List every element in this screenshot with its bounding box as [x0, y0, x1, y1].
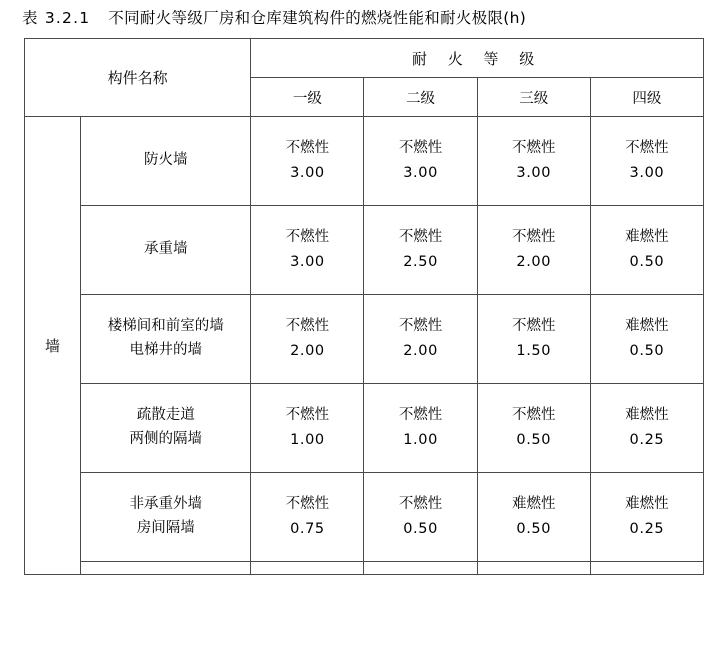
component-name-cell: [81, 473, 251, 562]
limit-text: 3.00: [403, 165, 438, 181]
material-text: 不燃性: [285, 407, 330, 424]
component-name-cell: [81, 295, 251, 384]
header-level-2: 二级: [364, 78, 477, 117]
value-cell: [477, 117, 590, 206]
value-cell: [590, 562, 703, 575]
material-text: 不燃性: [285, 229, 330, 246]
limit-text: 1.00: [290, 432, 325, 448]
table-row: [25, 384, 704, 473]
material-text: 不燃性: [398, 496, 443, 513]
limit-text: 0.50: [629, 343, 665, 359]
limit-text: 2.50: [403, 254, 438, 270]
material-text: 难燃性: [625, 407, 669, 424]
header-level-1: 一级: [251, 78, 364, 117]
value-cell: [364, 295, 477, 384]
value-cell: [477, 562, 590, 575]
material-text: 难燃性: [625, 318, 669, 335]
limit-text: 1.50: [516, 343, 552, 359]
value-cell: [590, 206, 703, 295]
material-text: 不燃性: [511, 318, 556, 335]
material-text: 难燃性: [511, 496, 556, 513]
value-cell: [251, 473, 364, 562]
limit-text: 0.50: [403, 521, 438, 537]
material-text: 不燃性: [625, 140, 669, 157]
limit-text: 2.00: [290, 343, 325, 359]
limit-text: 0.25: [629, 432, 665, 448]
component-name-line: 两侧的隔墙: [129, 431, 202, 447]
table-row: [25, 206, 704, 295]
table-caption-number: 表 3.2.1: [22, 9, 91, 27]
component-name-line: 防火墙: [143, 152, 188, 169]
material-text: 不燃性: [285, 140, 330, 157]
component-name-line: 非承重外墙: [129, 496, 202, 513]
table-row-clipped: [25, 562, 704, 575]
material-text: 不燃性: [398, 407, 443, 424]
value-cell: [477, 473, 590, 562]
table-caption-text: 不同耐火等级厂房和仓库建筑构件的燃烧性能和耐火极限(h): [108, 9, 527, 27]
component-name-cell: [81, 384, 251, 473]
component-name-line: 承重墙: [143, 241, 188, 258]
value-cell: [251, 117, 364, 206]
limit-text: 0.50: [516, 521, 552, 537]
table-row: [25, 473, 704, 562]
material-text: 不燃性: [398, 318, 443, 335]
material-text: 不燃性: [398, 229, 443, 246]
table-row: [25, 295, 704, 384]
value-cell: [590, 384, 703, 473]
component-name-line: 楼梯间和前室的墙: [107, 318, 224, 335]
value-cell: [364, 473, 477, 562]
component-name-line: 疏散走道: [136, 407, 195, 424]
material-text: 不燃性: [511, 140, 556, 157]
value-cell: [590, 117, 703, 206]
material-text: 不燃性: [398, 140, 443, 157]
limit-text: 0.25: [629, 521, 665, 537]
value-cell: [364, 384, 477, 473]
limit-text: 3.00: [290, 165, 325, 181]
component-name-cell: [81, 117, 251, 206]
value-cell: [251, 384, 364, 473]
value-cell: [477, 206, 590, 295]
fire-resistance-table: [24, 38, 704, 575]
material-text: 不燃性: [285, 318, 330, 335]
limit-text: 2.00: [516, 254, 552, 270]
value-cell: [364, 117, 477, 206]
value-cell: [590, 295, 703, 384]
value-cell: [364, 562, 477, 575]
value-cell: [477, 384, 590, 473]
material-text: 难燃性: [625, 229, 669, 246]
material-text: 不燃性: [511, 407, 556, 424]
component-name-cell: [81, 562, 251, 575]
table-header-row-top: [25, 39, 704, 78]
value-cell: [251, 206, 364, 295]
material-text: 不燃性: [285, 496, 330, 513]
header-level-4: 四级: [590, 78, 703, 117]
limit-text: 0.50: [629, 254, 665, 270]
limit-text: 1.00: [403, 432, 438, 448]
material-text: 难燃性: [625, 496, 669, 513]
rowgroup-label-wall: 墙: [25, 117, 81, 575]
value-cell: [477, 295, 590, 384]
value-cell: [251, 295, 364, 384]
limit-text: 3.00: [629, 165, 665, 181]
limit-text: 0.75: [290, 521, 325, 537]
header-level-3: 三级: [477, 78, 590, 117]
value-cell: [364, 206, 477, 295]
header-component-name: 构件名称: [25, 39, 251, 117]
material-text: 不燃性: [511, 229, 556, 246]
component-name-cell: [81, 206, 251, 295]
limit-text: 3.00: [290, 254, 325, 270]
value-cell: [251, 562, 364, 575]
limit-text: 0.50: [516, 432, 552, 448]
table-caption: [0, 0, 715, 38]
component-name-line: 房间隔墙: [136, 520, 195, 536]
component-name-line: 电梯井的墙: [129, 342, 202, 358]
value-cell: [590, 473, 703, 562]
limit-text: 2.00: [403, 343, 438, 359]
table-row: [25, 117, 704, 206]
header-fire-grade: 耐 火 等 级: [251, 39, 704, 78]
limit-text: 3.00: [516, 165, 552, 181]
